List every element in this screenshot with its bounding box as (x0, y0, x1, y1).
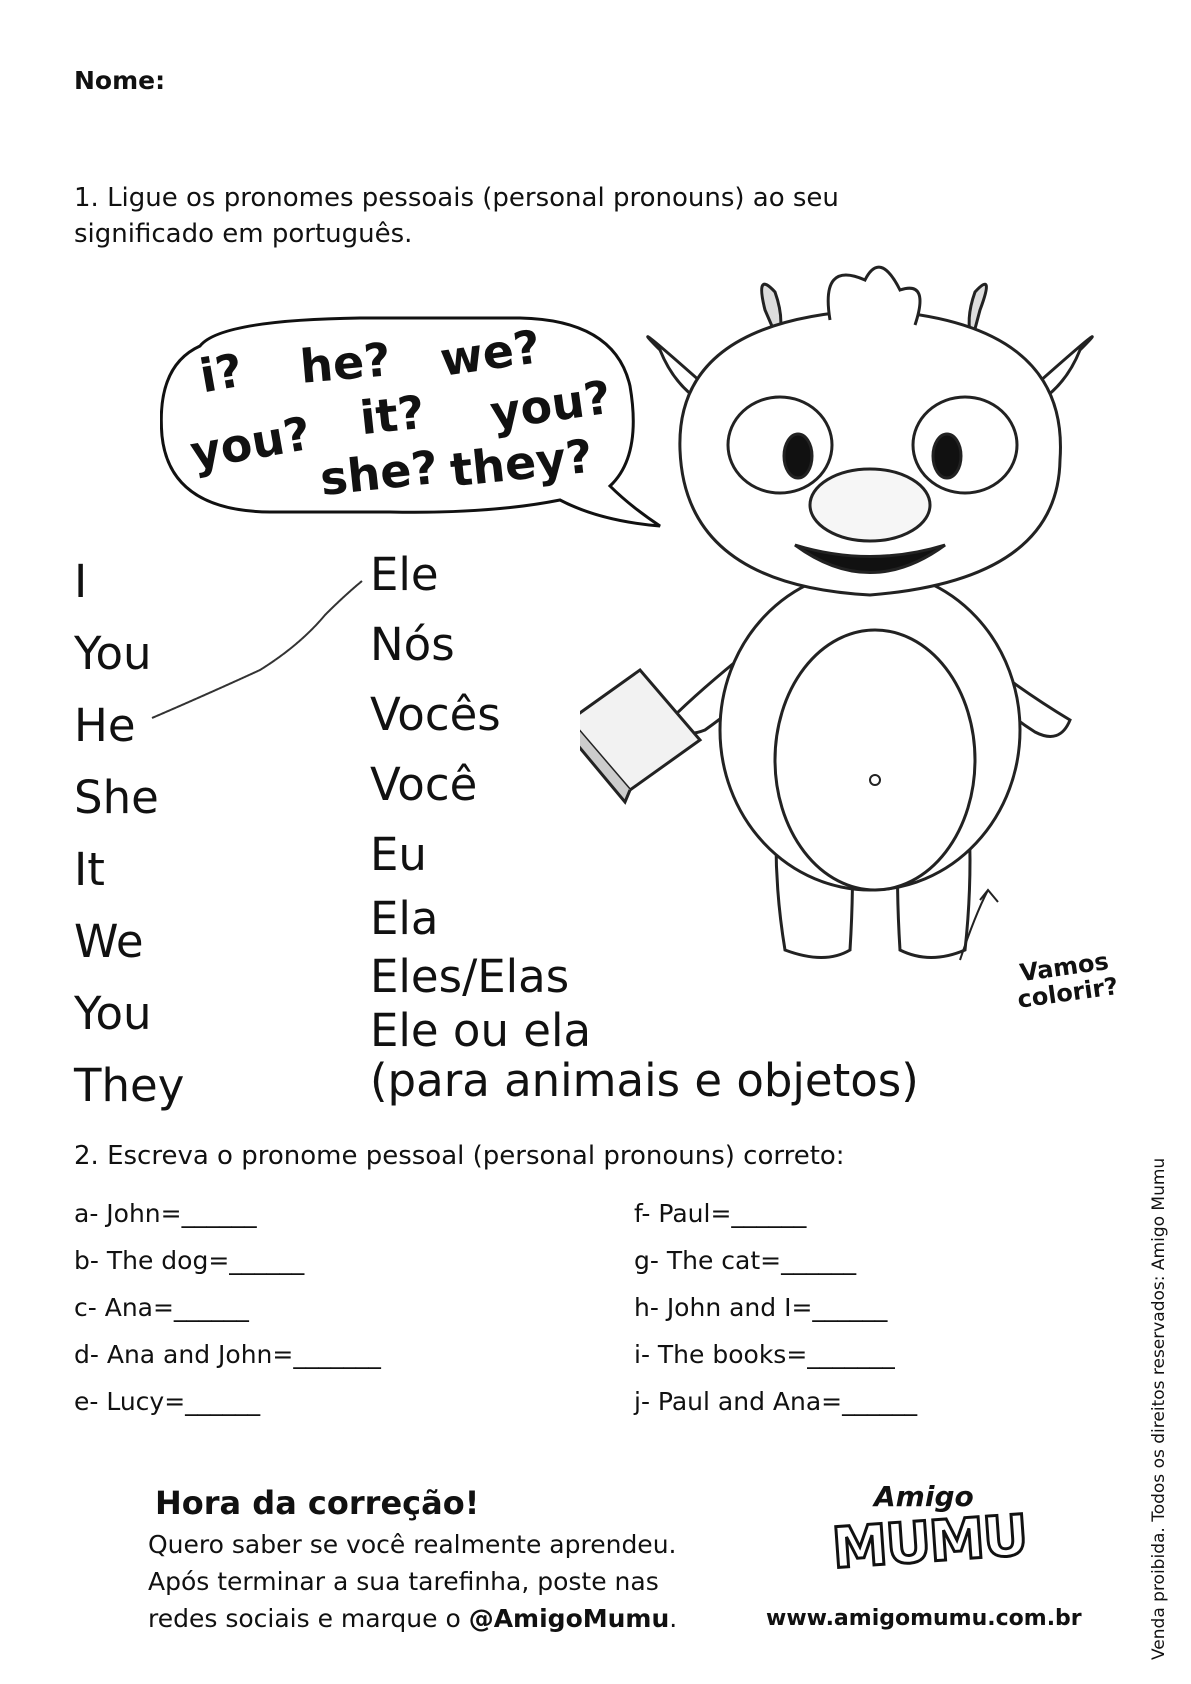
footer-line (148, 1600, 748, 1637)
answer-item[interactable]: g- The cat=______ (634, 1246, 857, 1275)
answer-list-right (634, 1190, 917, 1425)
name-label: Nome: (74, 66, 166, 95)
pronoun-item[interactable]: You (74, 627, 152, 680)
answer-item[interactable]: j- Paul and Ana=______ (634, 1387, 918, 1416)
answer-list-left (74, 1190, 381, 1425)
exercise2-instruction: 2. Escreva o pronome pessoal (personal pronouns) correto: (74, 1141, 845, 1171)
logo-mumu: MUMU (829, 1503, 1029, 1582)
logo-amigo: Amigo (874, 1480, 974, 1513)
cow-mascot-illustration (580, 250, 1110, 970)
example-connector-line (150, 575, 370, 725)
footer-line: Quero saber se você realmente aprendeu. (148, 1530, 677, 1559)
meaning-item[interactable]: Eu (370, 828, 427, 881)
amigo-mumu-logo (826, 1480, 1029, 1600)
bubble-word: he? (297, 332, 393, 394)
meaning-item-line1: Ele ou ela (370, 1004, 592, 1057)
meaning-item[interactable]: Eles/Elas (370, 950, 570, 1003)
mascot-caption: Vamos colorir? (1015, 947, 1120, 1014)
answer-item[interactable]: c- Ana=______ (74, 1293, 249, 1322)
footer-line-prefix: redes sociais e marque o (148, 1604, 469, 1633)
footer-title: Hora da correção! (155, 1484, 480, 1522)
bubble-word: you? (486, 369, 615, 441)
meaning-item[interactable]: Vocês (370, 688, 501, 741)
meaning-item-line2: (para animais e objetos) (370, 1054, 919, 1107)
pronoun-item[interactable]: She (74, 771, 159, 824)
pronoun-item[interactable]: He (74, 699, 136, 752)
meaning-item[interactable]: Ela (370, 892, 439, 945)
social-handle[interactable]: @AmigoMumu (468, 1604, 670, 1633)
footer-line: Após terminar a sua tarefinha, poste nas (148, 1567, 659, 1596)
pronoun-item[interactable]: We (74, 915, 144, 968)
answer-item[interactable]: b- The dog=______ (74, 1246, 305, 1275)
answer-item[interactable]: a- John=______ (74, 1199, 257, 1228)
meaning-item[interactable]: Você (370, 758, 478, 811)
bubble-word: it? (357, 384, 428, 446)
pronoun-item[interactable]: You (74, 987, 152, 1040)
bubble-word: she? (317, 439, 441, 507)
footer-text (148, 1526, 748, 1637)
pronoun-item[interactable]: I (74, 555, 88, 608)
website-link[interactable]: www.amigomumu.com.br (766, 1606, 1082, 1631)
meaning-item[interactable]: Ele (370, 548, 439, 601)
copyright-note: Venda proibida. Todos os direitos reservados: Amigo Mumu (1149, 1157, 1169, 1660)
bubble-word: i? (195, 342, 247, 404)
meaning-item[interactable] (370, 1006, 919, 1106)
answer-item[interactable]: i- The books=_______ (634, 1340, 895, 1369)
pronoun-item[interactable]: It (74, 843, 105, 896)
bubble-word: they? (447, 428, 596, 498)
answer-item[interactable]: e- Lucy=______ (74, 1387, 261, 1416)
pronoun-item[interactable]: They (74, 1059, 185, 1112)
meaning-item[interactable]: Nós (370, 618, 455, 671)
exercise1-instruction: 1. Ligue os pronomes pessoais (personal pronouns) ao seu significado em português. (74, 183, 839, 249)
answer-item[interactable]: f- Paul=______ (634, 1199, 807, 1228)
answer-item[interactable]: d- Ana and John=_______ (74, 1340, 381, 1369)
bubble-word: we? (436, 319, 544, 387)
answer-item[interactable]: h- John and I=______ (634, 1293, 888, 1322)
footer-line-suffix: . (669, 1604, 678, 1633)
bubble-word: you? (186, 405, 315, 481)
